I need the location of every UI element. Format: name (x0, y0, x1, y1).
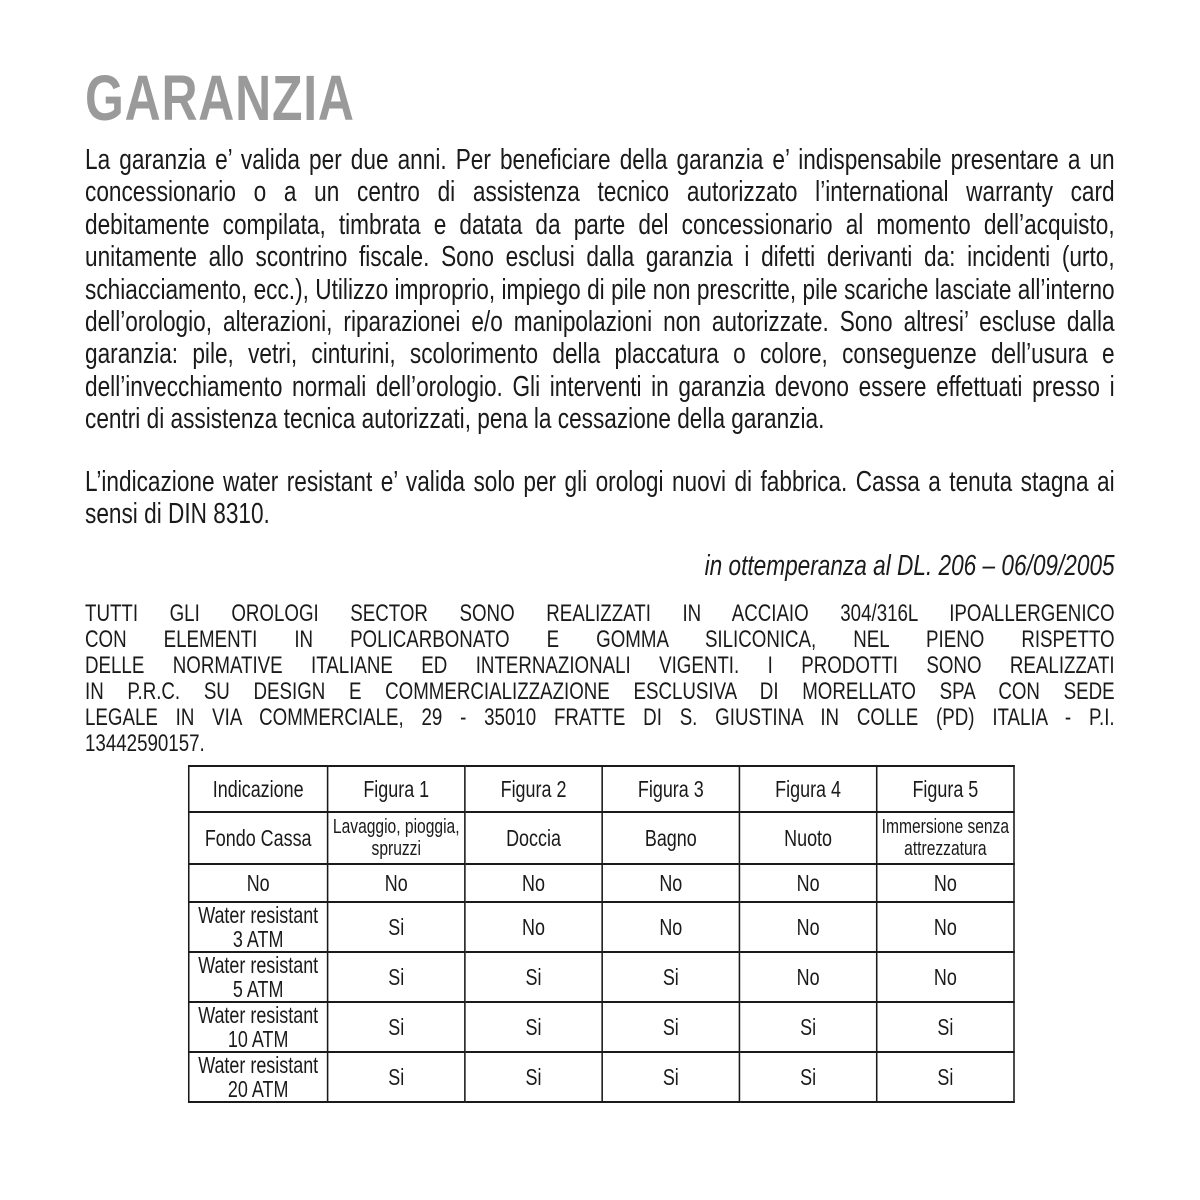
table-header-row (189, 766, 1014, 812)
table-row (189, 902, 1014, 952)
table-cell: No (877, 864, 1014, 902)
table-subheader-cell: Fondo Cassa (189, 812, 328, 864)
text-column (85, 62, 1115, 758)
table-subheader-cell: Nuoto (739, 812, 876, 864)
table-cell: Si (739, 1002, 876, 1052)
table-subheader-cell: Doccia (465, 812, 602, 864)
row-sublabel: 3 ATM (232, 926, 284, 953)
row-sublabel: 5 ATM (232, 976, 284, 1003)
table-cell: No (465, 864, 602, 902)
row-label: Water resistant (198, 1052, 319, 1079)
legal-line: CON ELEMENTI IN POLICARBONATO E GOMMA SILICONICA, NEL PIENO RISPETTO (85, 626, 1115, 654)
paragraph-manufacturer-legal (85, 601, 1115, 757)
row-sublabel: 20 ATM (227, 1076, 289, 1103)
table-row (189, 1052, 1014, 1102)
legal-line: 13442590157. (85, 730, 205, 758)
table-cell: Si (877, 1002, 1014, 1052)
table-row (189, 952, 1014, 1002)
compliance-note: in ottemperanza al DL. 206 – 06/09/2005 (704, 550, 1115, 583)
table-cell: Si (465, 1002, 602, 1052)
legal-line: DELLE NORMATIVE ITALIANE ED INTERNAZIONALI VIGENTI. I PRODOTTI SONO REALIZZATI (85, 652, 1115, 680)
table-cell: Si (328, 1002, 465, 1052)
row-label-cell (189, 1052, 328, 1102)
table-cell: No (739, 952, 876, 1002)
table-header-cell: Figura 3 (602, 766, 739, 812)
table-header-cell: Figura 4 (739, 766, 876, 812)
table-header-cell: Figura 5 (877, 766, 1014, 812)
legal-line: IN P.R.C. SU DESIGN E COMMERCIALIZZAZIONE ESCLUSIVA DI MORELLATO SPA CON SEDE (85, 678, 1115, 706)
table-cell: Si (739, 1052, 876, 1102)
paragraph-water-resistance: L’indicazione water resistant e’ valida solo per gli orologi nuovi di fabbrica. Cassa a tenuta stagna ai sensi di DIN 8310. (85, 465, 1115, 531)
table-cell: No (739, 902, 876, 952)
table-cell: Si (877, 1052, 1014, 1102)
table-cell: No (877, 902, 1014, 952)
table-cell: No (328, 864, 465, 902)
table-cell: Si (465, 952, 602, 1002)
table-cell: Si (602, 952, 739, 1002)
table-cell: Si (328, 902, 465, 952)
table-cell: No (602, 864, 739, 902)
table-cell: No (739, 864, 876, 902)
table-cell: No (602, 902, 739, 952)
table-cell: Si (602, 1052, 739, 1102)
table-cell: No (877, 952, 1014, 1002)
table-cell: Si (328, 952, 465, 1002)
table-cell: Si (602, 1002, 739, 1052)
row-sublabel: 10 ATM (227, 1026, 289, 1053)
legal-line: LEGALE IN VIA COMMERCIALE, 29 - 35010 FRATTE DI S. GIUSTINA IN COLLE (PD) ITALIA - P.I. (85, 704, 1115, 732)
legal-line: TUTTI GLI OROLOGI SECTOR SONO REALIZZATI IN ACCIAIO 304/316L IPOALLERGENICO (85, 600, 1115, 628)
table-subheader-cell: Lavaggio, pioggia, spruzzi (328, 812, 465, 864)
table-subheader-cell: Bagno (602, 812, 739, 864)
table-cell: No (465, 902, 602, 952)
row-label: Water resistant (198, 952, 319, 979)
table-header-cell: Indicazione (189, 766, 328, 812)
page-title: GARANZIA (85, 62, 355, 134)
table-subheader-cell: Immersione senza attrezzatura (877, 812, 1014, 864)
table-row (189, 1002, 1014, 1052)
row-label-cell (189, 1002, 328, 1052)
table-header-cell: Figura 1 (328, 766, 465, 812)
row-label-cell (189, 864, 328, 902)
row-label-cell (189, 902, 328, 952)
row-label: Water resistant (198, 902, 319, 929)
table-cell: Si (328, 1052, 465, 1102)
row-label: No (246, 870, 270, 897)
table-row (189, 864, 1014, 902)
row-label: Water resistant (198, 1002, 319, 1029)
table-cell: Si (465, 1052, 602, 1102)
water-resistance-table (188, 765, 1015, 1103)
paragraph-warranty-terms: La garanzia e’ valida per due anni. Per beneficiare della garanzia e’ indispensabile presentare a un concessionario o a un centro di assistenza tecnico autorizzato l’international warranty card debitamente compilata, timbrata e datata da parte del concessionario al momento dell’acquisto, unitamente allo scontrino fiscale. Sono esclusi dalla garanzia i difetti derivanti da: incidenti (urto, schiacciamento, ecc.), Utilizzo improprio, impiego di pile non prescritte, pile scariche lasciate all’interno dell’orologio, alterazioni, riparazionei e/o manipolazioni non autorizzate. Sono altresi’ escluse dalla garanzia: pile, vetri, cinturini, scolorimento della placcatura o colore, conseguenze dell’usura e dell’invecchiamento normali dell’orologio. Gli interventi in garanzia devono essere effettuati presso i centri di assistenza tecnica autorizzati, pena la cessazione della garanzia. (85, 144, 1115, 436)
table-subheader-row (189, 812, 1014, 864)
row-label-cell (189, 952, 328, 1002)
table-header-cell: Figura 2 (465, 766, 602, 812)
